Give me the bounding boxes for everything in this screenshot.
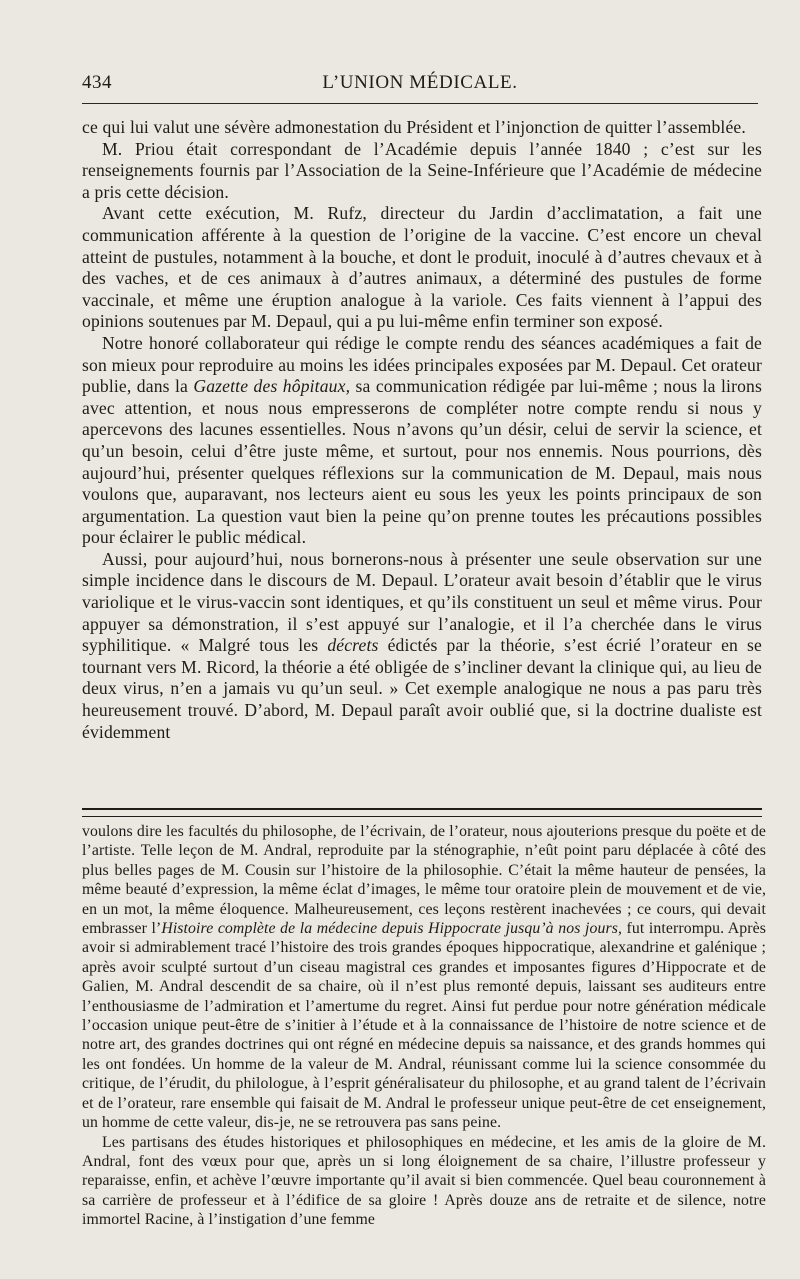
- journal-title: L’UNION MÉDICALE.: [322, 72, 518, 93]
- paragraph-4-italic: Gazette des hôpitaux,: [193, 376, 351, 397]
- paragraph-5: [82, 549, 762, 743]
- footnote-body: [82, 822, 766, 1230]
- page-number: 434: [82, 72, 112, 93]
- paragraph-5-text-b: édictés par la théorie, s’est écrié l’orateur en se tournant vers M. Ricord, la théorie a été obligée de s’incliner devant la clinique qui, au lieu de deux virus, n’en a jamais vu qu’un seul. » Cet exemple analogique ne nous a pas paru très heureusement trouvé. D’abord, M. Depaul paraît avoir oublié que, si la doctrine dualiste est évidemment: [82, 635, 763, 742]
- paragraph-5-italic: décrets: [327, 635, 379, 656]
- paragraph-4-text-b: sa communication rédigée par lui-même ; nous la lirons avec attention, et nous nous empresserons de compléter notre compte rendu si nous y apercevons des lacunes essentielles. Nous n’avons qu’un désir, celui de servir la science, et qu’un besoin, celui d’être juste même, et surtout, pour nos ennemis. Nous pourrions, dès aujourd’hui, présenter quelques réflexions sur la communication de M. Depaul, mais nous voulons que, auparavant, nos lecteurs aient eu sous les yeux les points principaux de son argumentation. La question vaut bien la peine qu’on prenne toutes les précautions possibles pour éclairer le public médical.: [82, 376, 762, 548]
- footnote-paragraph-2: Les partisans des études historiques et philosophiques en médecine, et les amis de la gloire de M. Andral, font des vœux pour que, après un si long éloignement de sa chaire, l’illustre professeur y reparaisse, enfin, et achève l’œuvre importante qu’il avait si bien commencée. Quel beau couronnement à sa carrière de professeur et à l’édifice de sa gloire ! Après douze ans de retraite et de silence, notre immortel Racine, à l’instigation d’une femme: [82, 1133, 766, 1229]
- header-rule: [82, 103, 758, 104]
- footnote-text-b: fut interrompu. Après avoir si admirablement tracé l’histoire des trois grandes époques hippocratique, alexandrine et galénique ; après avoir sculpté surtout d’un ciseau magistral ces grandes et imposantes figures d’Hippocrate et de Galien, M. Andral descendit de sa chaire, où il n’est plus remonté depuis, laissant ses auditeurs entre l’enthousiasme de l’admiration et l’amertume du regret. Ainsi fut perdue pour notre génération médicale l’occasion unique peut-être de s’initier à l’étude et à la connaissance de l’histoire de notre science et de notre art, des grandes doctrines qui ont régné en médecine depuis sa naissance, et des grands hommes qui les ont fondées. Un homme de la valeur de M. Andral, réunissant comme lui la science consommée du critique, de l’érudit, du philologue, à l’esprit généralisateur du philosophe, et au grand talent de l’écrivain et de l’orateur, rare ensemble qui faisait de M. Andral le professeur unique peut-être de cet enseignement, un homme de cette valeur, dis-je, ne se retrouvera pas sans peine.: [82, 920, 766, 1132]
- footnote-text-a: voulons dire les facultés du philosophe, de l’écrivain, de l’orateur, nous ajouterions presque du poëte et de l’artiste. Telle leçon de M. Andral, reproduite par la sténographie, n’eût point paru déplacée à côté des plus belles pages de M. Cousin sur l’histoire de la philosophie. C’était la même hauteur de pensées, la même beauté d’expression, la même éclat d’images, le même tour oratoire plein de mouvement et de vie, en un mot, la même éloquence. Malheureusement, ces leçons restèrent inachevées ; ce cours, qui devait embrasser l’: [82, 823, 766, 938]
- paragraph-4: [82, 333, 762, 549]
- footnote-italic: Histoire complète de la médecine depuis Hippocrate jusqu’à nos jours,: [161, 920, 622, 938]
- main-body: [82, 117, 762, 743]
- paragraph-4-text-a: Notre honoré collaborateur qui rédige le compte rendu des séances académiques a fait de son mieux pour reproduire au moins les idées principales exposées par M. Depaul. Cet orateur publie, dans la: [82, 332, 762, 397]
- page-header: [82, 72, 758, 100]
- paragraph-2: M. Priou était correspondant de l’Académie depuis l’année 1840 ; c’est sur les renseignements fournis par l’Association de la Seine-Inférieure que l’Académie de médecine a pris cette décision.: [82, 138, 762, 202]
- paragraph-3: Avant cette exécution, M. Rufz, directeur du Jardin d’acclimatation, a fait une communication afférente à la question de l’origine de la vaccine. C’est encore un cheval atteint de pustules, notamment à la bouche, et dont le produit, inoculé à d’autres chevaux et à des vaches, et de ces animaux à d’autres animaux, a déterminé des pustules de forme vaccinale, et même une éruption analogue à la variole. Ces faits viennent à l’appui des opinions soutenues par M. Depaul, qui a pu lui-même enfin terminer son exposé.: [82, 203, 762, 332]
- footnote-separator: [82, 808, 762, 817]
- footnote-paragraph-1: [82, 822, 766, 1133]
- paragraph-5-text-a: Aussi, pour aujourd’hui, nous bornerons-nous à présenter une seule observation sur une simple incidence dans le discours de M. Depaul. L’orateur avait besoin d’établir que le virus variolique et le virus-vaccin sont identiques, et qu’ils constituent un seul et même virus. Pour appuyer sa démonstration, il s’est appuyé sur l’analogie, et il l’a cherchée dans le virus syphilitique. « Malgré tous les: [82, 548, 762, 656]
- paragraph-1: ce qui lui valut une sévère admonestation du Président et l’injonction de quitter l’assemblée.: [82, 117, 746, 137]
